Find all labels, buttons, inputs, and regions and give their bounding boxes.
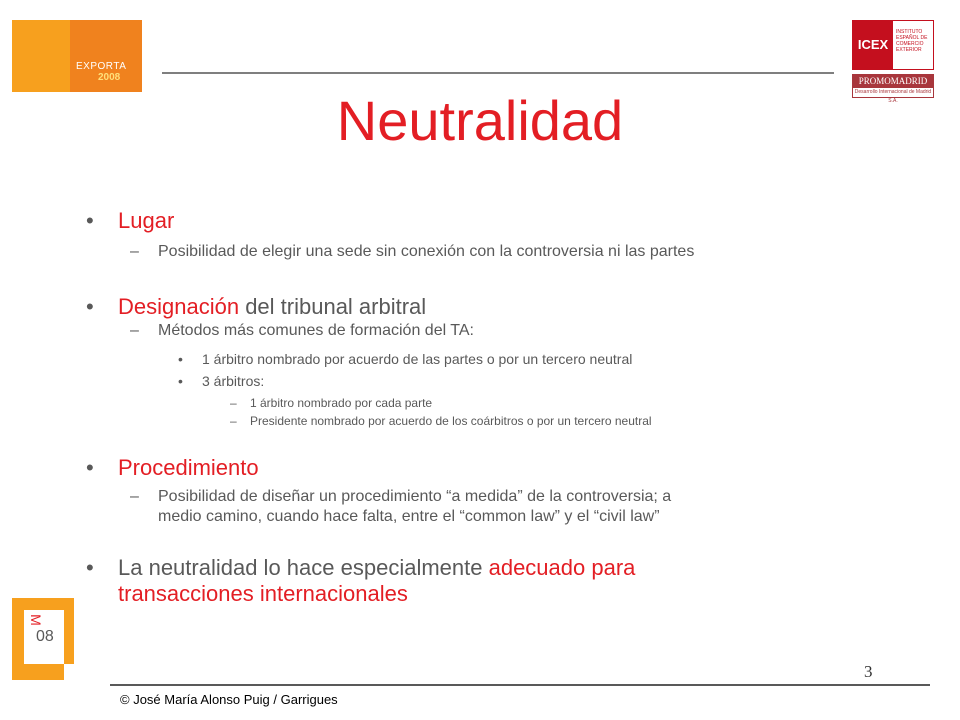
subitem-presidente-text: Presidente nombrado por acuerdo de los coárbitros o por un tercero neutral bbox=[250, 414, 652, 428]
conclusion-highlight-1: adecuado para bbox=[488, 555, 636, 580]
sub-designacion-text: Métodos más comunes de formación del TA: bbox=[158, 322, 474, 339]
m08-logo bbox=[12, 598, 74, 680]
bottom-divider bbox=[110, 684, 930, 686]
subitem-cada-parte-text: 1 árbitro nombrado por cada parte bbox=[250, 396, 433, 410]
sub-dash: – bbox=[130, 488, 139, 505]
conclusion-line1 bbox=[118, 555, 635, 581]
exporta-2008-logo bbox=[12, 20, 142, 92]
slide-title: Neutralidad bbox=[336, 89, 624, 152]
sub-procedimiento-line2: medio camino, cuando hace falta, entre el “common law” y el “civil law” bbox=[158, 508, 660, 525]
sub-dash: – bbox=[130, 243, 139, 260]
exporta-logo-bar bbox=[12, 20, 70, 92]
sub-procedimiento-line1: Posibilidad de diseñar un procedimiento “a medida” de la controversia; a bbox=[158, 488, 672, 505]
sub-dash: – bbox=[130, 322, 139, 339]
exporta-logo-year: 2008 bbox=[98, 72, 121, 83]
m08-logo-number: 08 bbox=[36, 628, 54, 645]
subitem-dash: – bbox=[230, 396, 237, 410]
bullet-dot: • bbox=[86, 294, 94, 319]
icex-logo-mark: ICEX bbox=[853, 21, 893, 69]
item-dot: • bbox=[178, 351, 183, 367]
subitem-dash: – bbox=[230, 414, 237, 428]
m08-logo-letter: M bbox=[27, 614, 44, 626]
exporta-logo-word: EXPORTA bbox=[76, 61, 127, 72]
promomadrid-logo-word: PROMOMADRID bbox=[853, 75, 933, 88]
bullet-dot: • bbox=[86, 555, 94, 580]
heading-highlight: Designación bbox=[118, 294, 240, 319]
bullet-dot: • bbox=[86, 208, 94, 233]
icex-logo bbox=[852, 20, 934, 70]
bullet-designacion-heading bbox=[118, 294, 426, 320]
item-dot: • bbox=[178, 373, 183, 389]
promomadrid-logo-subtitle: Desarrollo Internacional de Madrid S.A. bbox=[854, 89, 932, 104]
top-divider bbox=[162, 72, 834, 74]
bullet-lugar-heading: Lugar bbox=[118, 208, 175, 233]
bullet-procedimiento-heading: Procedimiento bbox=[118, 455, 259, 480]
icex-logo-subtitle: INSTITUTO ESPAÑOL DE COMERCIO EXTERIOR bbox=[896, 29, 928, 53]
bullet-dot: • bbox=[86, 455, 94, 480]
conclusion-plain: La neutralidad lo hace especialmente bbox=[118, 555, 489, 580]
item-tres-arbitros-text: 3 árbitros: bbox=[202, 373, 265, 389]
m08-logo-notch bbox=[64, 664, 74, 680]
heading-rest: del tribunal arbitral bbox=[239, 294, 427, 319]
conclusion-highlight-2: transacciones internacionales bbox=[118, 581, 408, 606]
page-number: 3 bbox=[864, 662, 873, 681]
footer-copyright: © José María Alonso Puig / Garrigues bbox=[120, 692, 338, 707]
item-one-arbitro-text: 1 árbitro nombrado por acuerdo de las partes o por un tercero neutral bbox=[202, 351, 633, 367]
sub-lugar-text: Posibilidad de elegir una sede sin conexión con la controversia ni las partes bbox=[158, 243, 695, 260]
